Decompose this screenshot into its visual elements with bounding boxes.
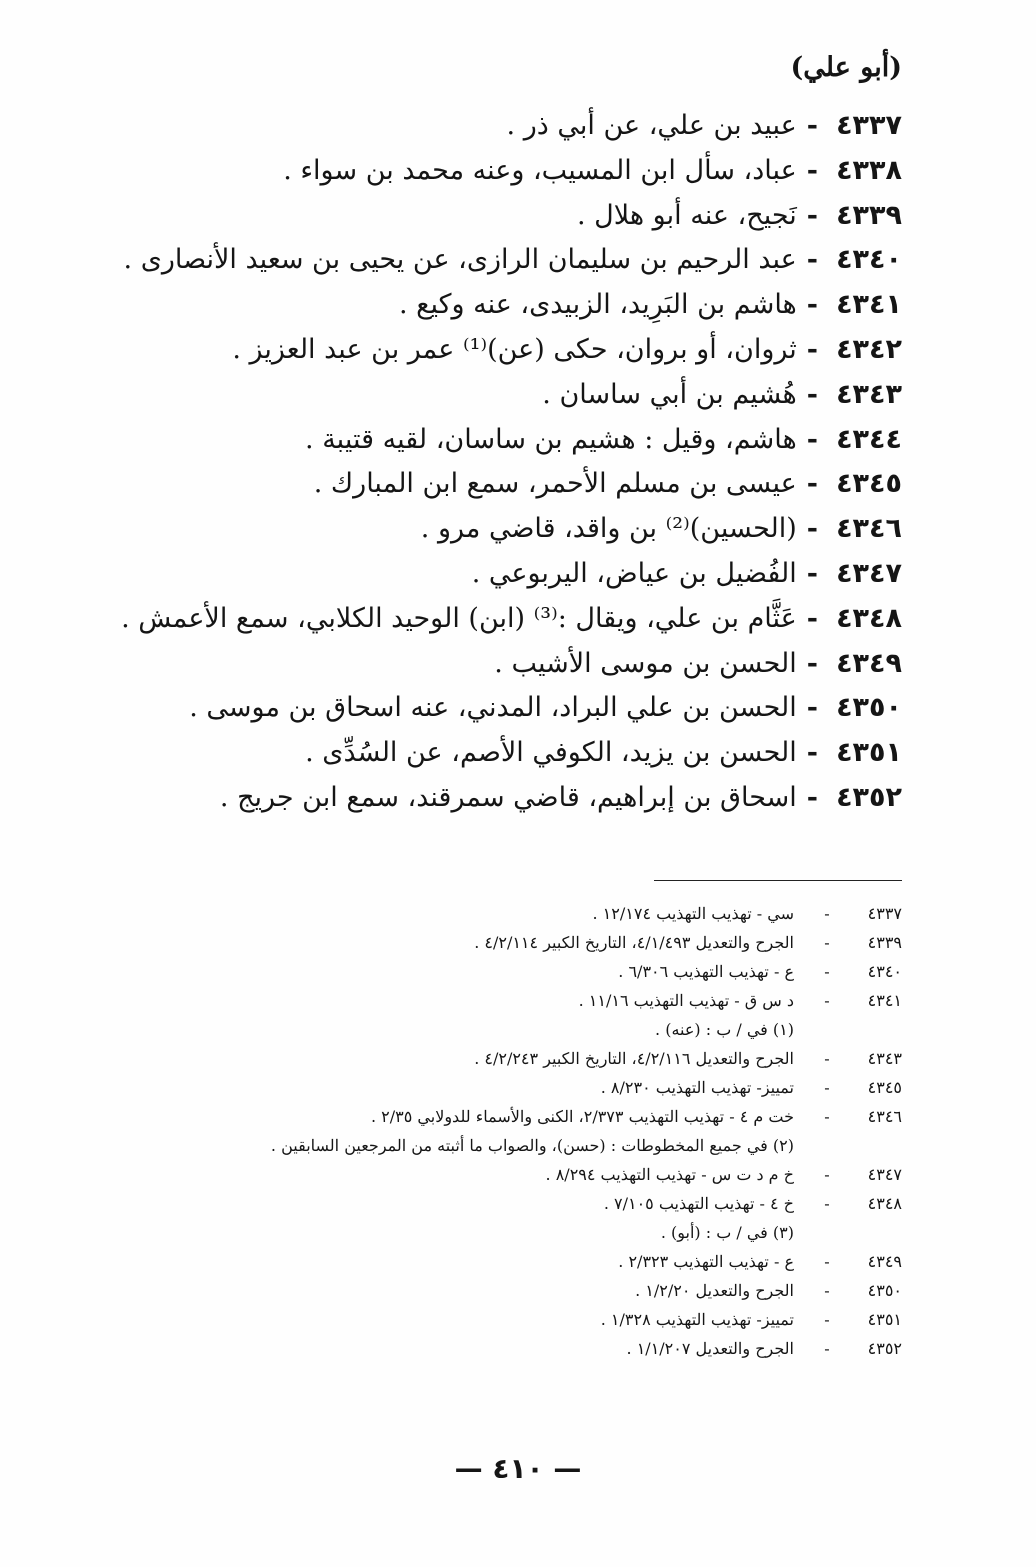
footnote-row	[40, 1107, 902, 1135]
entry-row	[40, 782, 902, 826]
entry-text: اسحاق بن إبراهيم، قاضي سمرقند، سمع ابن جريج .	[219, 782, 797, 813]
footnote-text: الجرح والتعديل ٤/١/٤٩٣، التاريخ الكبير ٤/٢/١١٤ .	[474, 933, 794, 952]
footnote-text: (١) في / ب : (عنه) .	[655, 1020, 794, 1039]
footnote-note	[40, 1020, 902, 1048]
footnote-text: خ م د ت س - تهذيب التهذيب ٨/٢٩٤ .	[545, 1165, 794, 1184]
entry-dash: -	[806, 199, 818, 231]
footnote-text: خ ٤ - تهذيب التهذيب ٧/١٠٥ .	[603, 1194, 794, 1213]
entry-text: الفُضيل بن عياض، اليربوعي .	[471, 558, 797, 589]
page-header: (أبو علي)	[790, 52, 902, 83]
footnote-text: ع - تهذيب التهذيب ٦/٣٠٦ .	[618, 962, 794, 981]
footnote-number: ٤٣٥٠	[867, 1281, 902, 1300]
footnote-dash: -	[824, 1107, 830, 1126]
entry-row	[40, 468, 902, 512]
footnote-separator	[654, 880, 902, 881]
entry-row	[40, 334, 902, 378]
entry-dash: -	[806, 468, 818, 500]
entry-row	[40, 648, 902, 692]
entry-dash: -	[806, 558, 818, 589]
entry-row	[40, 603, 902, 647]
footnote-dash: -	[824, 933, 830, 952]
entry-dash: -	[806, 110, 818, 141]
footnote-row	[40, 1165, 902, 1193]
footnote-row	[40, 1310, 902, 1338]
entry-dash: -	[806, 602, 818, 634]
footnote-number: ٤٣٤٦	[867, 1107, 902, 1126]
footnote-row	[40, 1194, 902, 1222]
entry-text: هُشيم بن أبي ساسان .	[542, 378, 797, 410]
footnote-dash: -	[824, 1078, 830, 1097]
entry-dash: -	[806, 737, 818, 769]
entry-dash: -	[806, 244, 818, 276]
entry-number: ٤٣٤٤	[836, 423, 902, 455]
entry-text: نَجيح، عنه أبو هلال .	[576, 199, 797, 231]
footnote-number: ٤٣٤٥	[867, 1078, 902, 1097]
page-number: — ٤١٠ —	[454, 1452, 582, 1485]
entry-row	[40, 424, 902, 468]
entry-dash: -	[806, 334, 818, 365]
footnote-dash: -	[824, 1049, 830, 1068]
footnote-text: (٢) في جميع المخطوطات : (حسن)، والصواب ما أثبته من المرجعين السابقين .	[270, 1136, 794, 1155]
entry-text: هاشم، وقيل : هشيم بن ساسان، لقيه قتيبة .	[305, 423, 797, 455]
entry-dash: -	[806, 782, 818, 813]
footnote-text: خت م ٤ - تهذيب التهذيب ٢/٣٧٣، الكنى والأسماء للدولابي ٢/٣٥ .	[370, 1107, 794, 1126]
entry-number: ٤٣٥١	[836, 737, 902, 769]
entry-number: ٤٣٤٧	[836, 558, 902, 589]
entry-row	[40, 200, 902, 244]
footnote-text: الجرح والتعديل ١/١/٢٠٧ .	[626, 1339, 794, 1358]
entry-row	[40, 737, 902, 781]
entry-text: عبد الرحيم بن سليمان الرازى، عن يحيى بن سعيد الأنصارى .	[123, 244, 797, 276]
entry-number: ٤٣٣٩	[836, 199, 902, 231]
footnote-text: سي - تهذيب التهذيب ١٢/١٧٤ .	[592, 904, 794, 923]
entry-number: ٤٣٤١	[836, 289, 902, 321]
entry-number: ٤٣٤٨	[836, 602, 902, 634]
entry-dash: -	[806, 692, 818, 724]
footnote-number: ٤٣٥٢	[867, 1339, 902, 1358]
footnote-dash: -	[824, 991, 830, 1010]
footnote-row	[40, 933, 902, 961]
footnote-number: ٤٣٣٩	[867, 933, 902, 952]
footnote-dash: -	[824, 1281, 830, 1300]
footnote-number: ٤٣٤١	[867, 991, 902, 1010]
footnote-number: ٤٣٤٧	[867, 1165, 902, 1184]
footnote-row	[40, 962, 902, 990]
entry-dash: -	[806, 647, 818, 679]
entry-text: الحسن بن يزيد، الكوفي الأصم، عن السُدِّى .	[305, 737, 797, 769]
footnote-text: د س ق - تهذيب التهذيب ١١/١٦ .	[578, 991, 794, 1010]
entry-row	[40, 155, 902, 199]
entry-text: عيسى بن مسلم الأحمر، سمع ابن المبارك .	[313, 468, 797, 500]
footnote-dash: -	[824, 1339, 830, 1358]
footnote-dash: -	[824, 1310, 830, 1329]
entry-dash: -	[806, 289, 818, 321]
footnote-text: (٣) في / ب : (أبو) .	[660, 1223, 794, 1242]
entry-text: الحسن بن علي البراد، المدني، عنه اسحاق بن موسى .	[189, 692, 797, 724]
footnote-number: ٤٣٥١	[867, 1310, 902, 1329]
entry-dash: -	[806, 378, 818, 410]
entry-number: ٤٣٤٠	[836, 244, 902, 276]
footnote-row	[40, 1049, 902, 1077]
footnote-dash: -	[824, 962, 830, 981]
entry-text: (الحسين)⁽²⁾ بن واقد، قاضي مرو .	[420, 513, 797, 545]
footnote-text: الجرح والتعديل ٤/٢/١١٦، التاريخ الكبير ٤/٢/٢٤٣ .	[474, 1049, 794, 1068]
entry-text: هاشم بن البَرِيد، الزبيدى، عنه وكيع .	[398, 289, 797, 321]
footnote-text: تمييز- تهذيب التهذيب ٨/٢٣٠ .	[600, 1078, 794, 1097]
footnote-row	[40, 1281, 902, 1309]
entry-text: ثروان، أو بروان، حكى (عن)⁽¹⁾ عمر بن عبد العزيز .	[232, 334, 797, 365]
entry-number: ٤٣٤٥	[836, 468, 902, 500]
entry-row	[40, 289, 902, 333]
entry-number: ٤٣٣٨	[836, 154, 902, 186]
entry-text: عباد، سأل ابن المسيب، وعنه محمد بن سواء .	[283, 154, 797, 186]
entry-number: ٤٣٤٢	[836, 334, 902, 365]
footnote-row	[40, 1252, 902, 1280]
footnote-number: ٤٣٣٧	[867, 904, 902, 923]
footnote-dash: -	[824, 1194, 830, 1213]
entry-text: عَثَّام بن علي، ويقال :⁽³⁾ (ابن) الوحيد الكلابي، سمع الأعمش .	[121, 602, 797, 634]
entry-row	[40, 558, 902, 602]
entry-number: ٤٣٤٩	[836, 647, 902, 679]
entry-row	[40, 379, 902, 423]
entry-text: الحسن بن موسى الأشيب .	[494, 647, 797, 679]
footnote-text: تمييز- تهذيب التهذيب ١/٣٢٨ .	[600, 1310, 794, 1329]
footnote-text: ع - تهذيب التهذيب ٢/٣٢٣ .	[618, 1252, 794, 1271]
footnote-number: ٤٣٤٨	[867, 1194, 902, 1213]
entry-dash: -	[806, 513, 818, 545]
footnote-dash: -	[824, 904, 830, 923]
footnote-note	[40, 1223, 902, 1251]
footnote-row	[40, 991, 902, 1019]
footnote-number: ٤٣٤٣	[867, 1049, 902, 1068]
footnote-number: ٤٣٤٩	[867, 1252, 902, 1271]
footnote-number: ٤٣٤٠	[867, 962, 902, 981]
footnote-row	[40, 904, 902, 932]
entry-number: ٤٣٥٢	[836, 782, 902, 813]
entry-number: ٤٣٤٦	[836, 513, 902, 545]
footnote-row	[40, 1339, 902, 1367]
footnote-text: الجرح والتعديل ١/٢/٢٠ .	[635, 1281, 794, 1300]
entry-dash: -	[806, 423, 818, 455]
footnote-dash: -	[824, 1252, 830, 1271]
footnote-row	[40, 1078, 902, 1106]
entry-dash: -	[806, 154, 818, 186]
entry-number: ٤٣٥٠	[836, 692, 902, 724]
footnote-dash: -	[824, 1165, 830, 1184]
footnote-note	[40, 1136, 902, 1164]
entry-row	[40, 513, 902, 557]
entry-number: ٤٣٤٣	[836, 378, 902, 410]
entry-text: عبيد بن علي، عن أبي ذر .	[506, 110, 797, 141]
entry-number: ٤٣٣٧	[836, 110, 902, 141]
entry-row	[40, 244, 902, 288]
entry-row	[40, 692, 902, 736]
entry-row	[40, 110, 902, 154]
